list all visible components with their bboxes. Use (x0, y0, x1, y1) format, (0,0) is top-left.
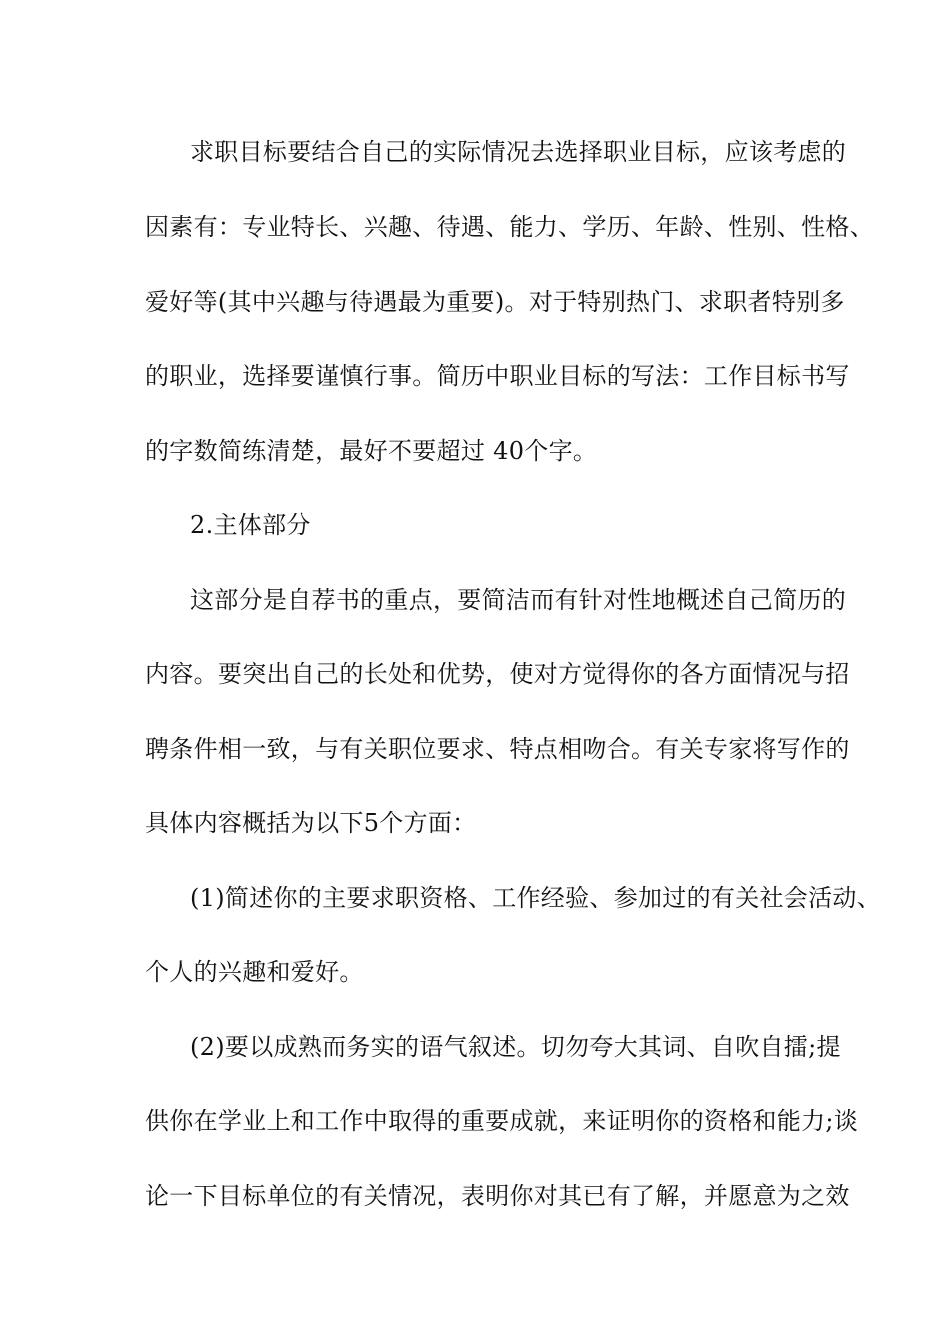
list-item-line: (1)简述你的主要求职资格、工作经验、参加过的有关社会活动、 (190, 884, 881, 912)
paragraph-line: 具体内容概括为以下5个方面： (145, 809, 477, 837)
paragraph-line: 这部分是自荐书的重点，要简洁而有针对性地概述自己简历的 (190, 586, 847, 614)
list-item-line: (2)要以成熟而务实的语气叙述。切勿夸大其词、自吹自擂;提 (190, 1033, 841, 1061)
paragraph-line: 的字数简练清楚，最好不要超过 40个字。 (145, 437, 598, 465)
list-item-line: 论一下目标单位的有关情况，表明你对其已有了解，并愿意为之效 (145, 1182, 850, 1210)
paragraph-line: 聘条件相一致，与有关职位要求、特点相吻合。有关专家将写作的 (145, 735, 850, 763)
paragraph-line: 爱好等(其中兴趣与待遇最为重要)。对于特别热门、求职者特别多 (145, 288, 845, 316)
paragraph-line: 因素有：专业特长、兴趣、待遇、能力、学历、年龄、性别、性格、 (145, 213, 874, 241)
section-heading: 2.主体部分 (190, 511, 311, 539)
paragraph-line: 求职目标要结合自己的实际情况去选择职业目标，应该考虑的 (190, 138, 847, 166)
list-item-line: 供你在学业上和工作中取得的重要成就，来证明你的资格和能力;谈 (145, 1107, 859, 1135)
list-item-line: 个人的兴趣和爱好。 (145, 958, 364, 986)
paragraph-line: 内容。要突出自己的长处和优势，使对方觉得你的各方面情况与招 (145, 660, 850, 688)
paragraph-line: 的职业，选择要谨慎行事。简历中职业目标的写法：工作目标书写 (145, 362, 850, 390)
